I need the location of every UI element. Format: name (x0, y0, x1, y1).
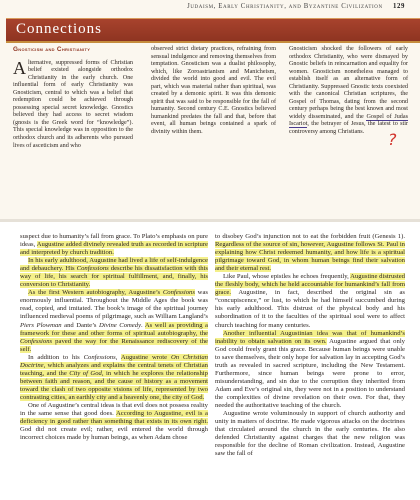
body-paragraph (215, 233, 405, 273)
highlighted-text: , in which he explores the relationship between faith and reason, and the cause of history as a movement toward the clash of two opposite visions of life, represented by two contrasting cities, an earthly city and a heavenly one, the city of God. (20, 369, 208, 401)
underlined-annotation: Gospel of Judas Iscariot (289, 113, 408, 128)
banner-title: Connections (16, 21, 102, 37)
sidebar-column-1 (13, 46, 133, 150)
sidebar-paragraph-3 (289, 46, 408, 137)
body-paragraph (215, 273, 405, 329)
highlighted-text: Confessions (76, 265, 109, 273)
highlighted-text: Confessions (162, 289, 195, 297)
body-column-left (20, 233, 208, 442)
body-text: suspect due to humanity’s fall from grace. To Plato’s emphasis on pure ideas, (20, 233, 208, 249)
body-text: and Dante’s (61, 321, 100, 329)
body-text: to disobey God’s injunction not to eat the forbidden fruit (Genesis 1). (215, 233, 405, 240)
highlighted-text: According to Augustine, evil is a deficiency in good rather than something that exists in its own right. (20, 410, 208, 426)
running-title: Judaism, Early Christianity, and Byzantine Civilization (187, 3, 383, 10)
highlighted-text: describe his dissatisfaction with this way of life, his search for spiritual fulfillment, and, finally, his conversion to Christianity. (20, 265, 208, 289)
body-text: Piers Plowman (20, 321, 62, 329)
body-text: In addition to his (28, 353, 84, 361)
body-text: One of Augustine’s central ideas is that evil does not possess reality in the same sense that good does. (20, 401, 208, 418)
body-text: was enormously influential. Throughout the Middle Ages the book was read, copied, and imitated. The book’s image of the spiritual journey influenced medieval poems of pilgrimage, such as William Langland’s (20, 289, 208, 321)
drop-cap: A (13, 57, 26, 78)
body-text: Augustine wrote voluminously in support of church authority and unity in matters of doctrine. He made vigorous attacks on the doctrines that circulated around the church in the early centuries. He also defended Christianity against charges that the new religion was responsible for the decline of Roman civilization. Instead, Augustine saw the fall of (215, 410, 405, 458)
running-head (20, 3, 405, 15)
highlighted-text: On Christian Doctrine (20, 353, 208, 369)
highlighted-text: As the first Western autobiography, Augustine’s (28, 289, 163, 297)
highlighted-text: Augustine wrote (120, 353, 171, 361)
sidebar-column-2 (151, 46, 276, 137)
sidebar-text-1: lternative, suppressed forms of Christian belief existed alongside orthodox Christianity in the early church. One influential form of early Christianity was Gnosticism, central to which was a belief that redemption could be achieved through possessing special secret knowledge. Gnostics believed they had access to secret wisdom (gnosis is the Greek word for “knowledge”). This special knowledge was in opposition to the orthodox church and its adherents who pursued lives of asceticism and who (13, 59, 133, 149)
body-paragraph (215, 410, 405, 458)
sidebar-heading: Gnosticism and Christianity (13, 46, 91, 53)
highlighted-text: In his early adulthood, Augustine had lived a life of self-indulgence and debauchery. His (20, 257, 208, 273)
sidebar-column-3 (289, 46, 408, 137)
body-text: God did not create evil; rather, evil entered the world through incorrect choices made by human beings, as when Adam chose (20, 426, 208, 442)
body-paragraph (20, 402, 208, 442)
handwritten-question-mark: ? (388, 130, 397, 149)
section-divider (0, 219, 420, 222)
body-paragraph (20, 289, 208, 353)
body-text: Like Paul, whose epistles he echoes frequently, (223, 273, 351, 281)
sidebar-text-2: observed strict dietary practices, refraining from sensual indulgence and removing themselves from temptation. Gnosticism was a dualist philosophy, which, like Zoroastrianism and Manicheism, divided the world into good and evil. The evil part, which was material rather than spiritual, was created by a demonic spirit. It was this demonic spirit that was said to be responsible for the fall of humanity. Second century C.E. Gnostics believed humankind predates the fall and that, before that event, all human beings contained a spark of divinity within them. (151, 46, 276, 136)
sidebar-paragraph-1 (13, 57, 133, 151)
highlighted-text: , which analyzes and explains the central tenets of Christian teaching, and the (20, 361, 208, 377)
highlighted-text: Regardless of the source of sin, however, Augustine follows St. Paul in explaining how Christ redeemed humanity, and how life is a spiritual pilgrimage toward God, in whom human beings find their salvation and their eternal rest. (215, 241, 405, 273)
page-number: 129 (393, 3, 405, 10)
body-text: Augustine, in fact, described the original sin as “concupiscence,” or lust, to which he had himself succumbed during his early adulthood. This distrust of the physical body and his subordination of it to the faculties of the spiritual soul were to affect church teaching for many centuries. (215, 289, 405, 329)
highlighted-text: Confessions (20, 337, 53, 345)
highlighted-text: As well as providing a framework for these and other forms of spiritual autobiography, the (20, 321, 209, 337)
connections-banner (6, 18, 420, 43)
body-text: Augustine argued that only God could freely grant this grace. Because human beings were unable to save themselves, their only hope for salvation lay in accepting God’s truth as revealed in sacred scripture, including the New Testament. Furthermore, since human beings were prone to error, misunderstanding, and sin due to the corruption they inherited from Adam and Eve’s original sin, they were not in a position to understand the complexities of divine revelation on their own. For that, they needed the authoritative teaching of the church. (215, 337, 405, 409)
highlighted-text: Augustine added divinely revealed truth as recorded in scripture and interpreted by church tradition. (20, 241, 208, 257)
body-paragraph (20, 257, 208, 289)
body-text: . (141, 321, 145, 329)
sidebar-text-3b: , the betrayer of Jesus, the latest to stir controversy among Christians. (289, 121, 408, 136)
body-paragraph (20, 233, 208, 257)
body-column-right (215, 233, 405, 458)
body-text: Confessions (83, 353, 116, 361)
highlighted-text: paved the way for the Renaissance rediscovery of the self. (20, 337, 208, 353)
body-paragraph (215, 330, 405, 410)
highlighted-text: City of God (69, 369, 102, 377)
highlighted-text: Another influential Augustinian idea was that of humankind’s inability to obtain salvation on its own. (215, 329, 405, 345)
sidebar-text-3a: Gnosticism shocked the followers of early orthodox Christianity, who were dismayed by Gnostic beliefs in reincarnation and equality for women. Gnosticism nonetheless managed to establish itself as an alternative form of Christianity. Suppressed Gnostic texts coexisted with the canonical Christian scriptures, the Gospel of Thomas, dating from the second century perhaps being the best known and most widely disseminated, and the (289, 46, 408, 120)
highlighted-text: Augustine distrusted the fleshly body, which he held accountable for humankind’s fall from grace. (215, 273, 405, 297)
body-paragraph (20, 354, 208, 402)
body-text: , (115, 353, 121, 361)
body-text: Divine Comedy (99, 321, 142, 329)
